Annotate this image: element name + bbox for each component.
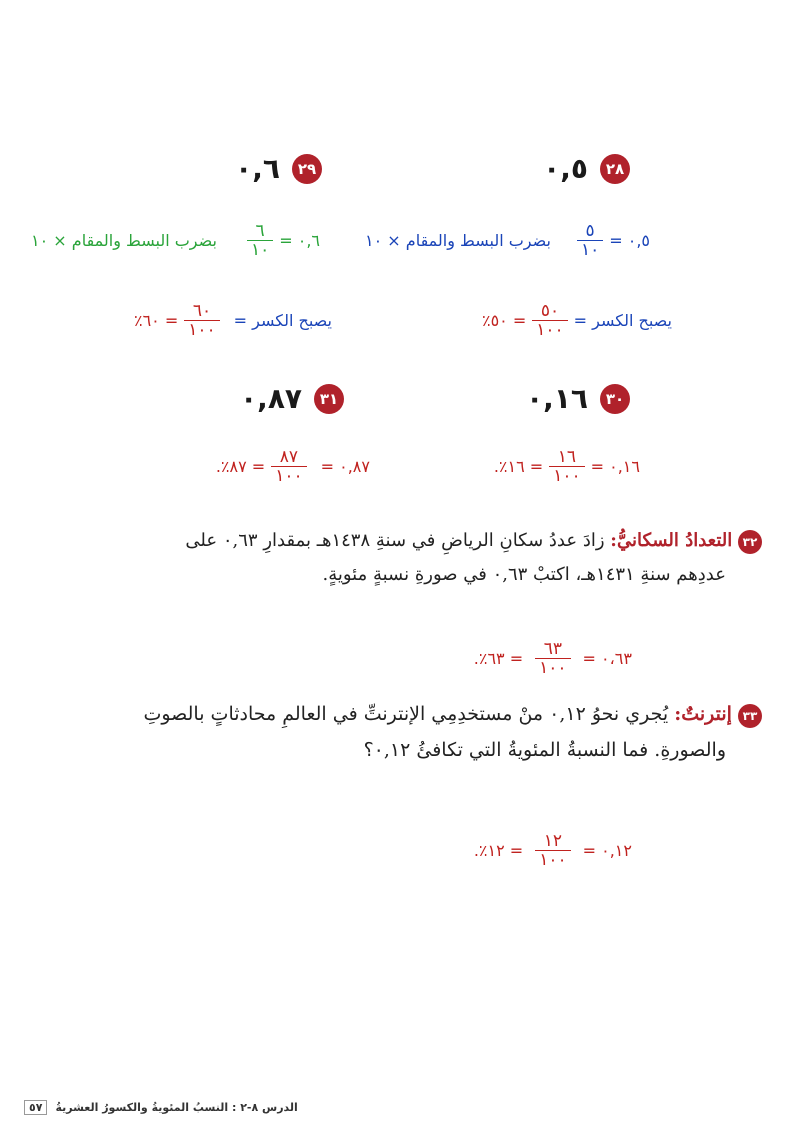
fraction-denominator: ١٠ [247, 240, 273, 259]
equation-lhs: ٠,٦ = [279, 231, 320, 250]
exercise-28-header [543, 152, 630, 185]
problem-title: التعدادُ السكانيُّ: [610, 530, 733, 551]
equation-result: = ٦٠٪ [133, 311, 179, 330]
step-label: يصبح الكسر = [573, 311, 672, 330]
exercise-33-answer [474, 832, 632, 869]
exercise-value: ٠,١٦ [526, 382, 588, 415]
problem-line-2: عددِهم سنةِ ١٤٣١هـ، اكتبْ ٠,٦٣ في صورةِ نسبةٍ مئويةٍ. [322, 564, 726, 585]
exercise-28-step-1 [365, 222, 650, 259]
equation-result: = ٦٣٪. [473, 649, 524, 668]
equation-lhs: ٠,١٦ = [590, 457, 640, 476]
fraction-denominator: ١٠٠ [535, 658, 570, 677]
fraction-numerator: ٥ [585, 221, 595, 241]
fraction [535, 832, 570, 869]
fraction [577, 222, 603, 259]
equation-result: = ٥٠٪ [481, 311, 527, 330]
equation-lhs: ٠,٨٧ = [320, 457, 370, 476]
fraction-denominator: ١٠٠ [535, 850, 570, 869]
fraction-denominator: ١٠٠ [184, 320, 219, 339]
problem-line-2: والصورةِ. فما النسبةُ المئويةُ التي تكافئُ ٠,١٢؟ [363, 739, 726, 761]
problem-line-1 [32, 524, 762, 558]
equation-lhs: ٠،٦٣ = [582, 649, 632, 668]
equation-lhs: ٠,٥ = [609, 231, 650, 250]
exercise-33-problem [32, 696, 762, 768]
fraction-numerator: ٥٠ [540, 301, 560, 321]
page-number: ٥٧ [24, 1100, 47, 1115]
exercise-31-step [216, 448, 370, 485]
fraction-denominator: ١٠ [577, 240, 603, 259]
exercise-number-badge: ٢٨ [600, 154, 630, 184]
exercise-number-badge: ٣٣ [738, 704, 762, 728]
problem-title: إنترنتٌ: [674, 703, 732, 725]
fraction [271, 448, 306, 485]
fraction-numerator: ١٦ [557, 447, 577, 467]
exercise-number-badge: ٢٩ [292, 154, 322, 184]
problem-text-1: يُجري نحوُ ٠,١٢ منْ مستخدِمِي الإنترنتِّ في العالمِ محادثاتٍ بالصوتِ [143, 703, 669, 725]
problem-text-1: زادَ عددُ سكانِ الرياضِ في سنةِ ١٤٣٨هـ بمقدارِ ٠,٦٣ على [185, 530, 605, 551]
fraction [184, 302, 219, 339]
equation-result: = ١٢٪. [473, 841, 524, 860]
exercise-29-step-2 [134, 302, 332, 339]
page-footer [24, 1100, 298, 1115]
fraction-numerator: ١٢ [543, 831, 563, 851]
equation-result: = ١٦٪. [493, 457, 544, 476]
problem-line-1 [32, 696, 762, 732]
exercise-32-answer [474, 640, 632, 677]
fraction [532, 302, 567, 339]
fraction-denominator: ١٠٠ [271, 466, 306, 485]
fraction-denominator: ١٠٠ [549, 466, 584, 485]
footer-lesson-title: الدرس ٨-٢ : النسبُ المئويةُ والكسورُ العشريةُ [55, 1101, 298, 1114]
exercise-value: ٠,٥ [543, 152, 588, 185]
equation-result: = ٨٧٪. [215, 457, 266, 476]
fraction [535, 640, 570, 677]
exercise-31-header [240, 382, 344, 415]
exercise-28-step-2 [482, 302, 672, 339]
fraction-numerator: ٨٧ [279, 447, 299, 467]
fraction-numerator: ٦ [255, 221, 265, 241]
exercise-value: ٠,٦ [235, 152, 280, 185]
fraction-denominator: ١٠٠ [532, 320, 567, 339]
fraction [549, 448, 584, 485]
step-note: بضرب البسط والمقام × ١٠ [365, 231, 551, 250]
step-label: يصبح الكسر = [233, 311, 332, 330]
exercise-number-badge: ٣١ [314, 384, 344, 414]
exercise-30-header [526, 382, 630, 415]
exercise-number-badge: ٣٠ [600, 384, 630, 414]
exercise-32-problem [32, 524, 762, 592]
exercise-number-badge: ٣٢ [738, 530, 762, 554]
exercise-30-step [494, 448, 640, 485]
exercise-29-step-1 [31, 222, 320, 259]
step-note: بضرب البسط والمقام × ١٠ [31, 231, 217, 250]
fraction-numerator: ٦٠ [192, 301, 212, 321]
exercise-29-header [235, 152, 322, 185]
fraction [247, 222, 273, 259]
fraction-numerator: ٦٣ [543, 639, 562, 659]
equation-lhs: ٠,١٢ = [582, 841, 632, 860]
exercise-value: ٠,٨٧ [240, 382, 302, 415]
